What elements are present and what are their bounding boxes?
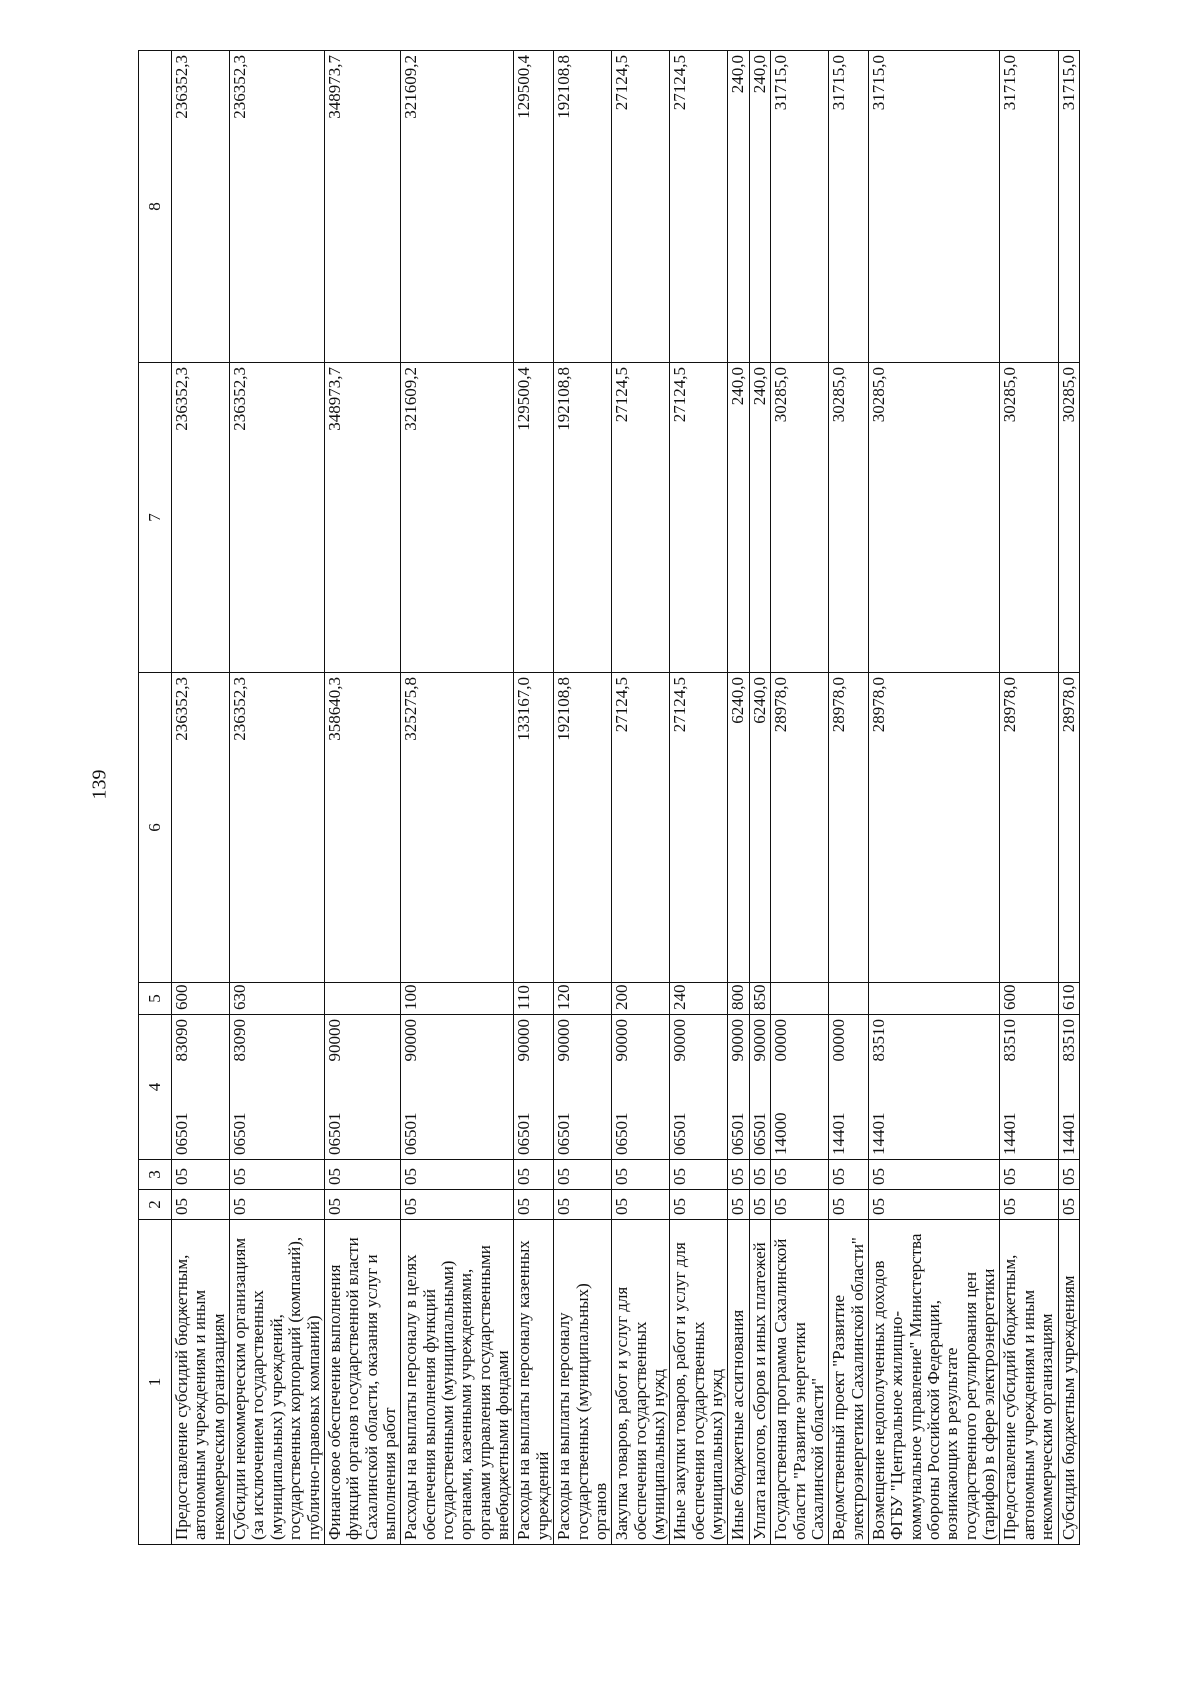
target-article-cell — [728, 1015, 749, 1160]
expense-type-cell — [324, 983, 400, 1015]
amount-col8-cell: 31715,0 — [829, 51, 869, 363]
expense-type-cell: 120 — [554, 983, 612, 1015]
amount-col8-cell: 240,0 — [728, 51, 749, 363]
expense-type-cell: 630 — [230, 983, 325, 1015]
amount-col8-cell: 348973,7 — [324, 51, 400, 363]
column-header: 3 — [139, 1160, 172, 1190]
target-direction-code: 83510 — [868, 1019, 888, 1062]
amount-col7-cell: 27124,5 — [612, 363, 670, 673]
expense-type-cell: 610 — [1058, 983, 1079, 1015]
target-direction-code: 00000 — [829, 1019, 849, 1062]
subsection-code-cell: 05 — [749, 1160, 770, 1190]
section-code-cell: 05 — [514, 1190, 554, 1220]
subsection-code-cell: 05 — [514, 1160, 554, 1190]
table-row — [670, 51, 728, 1545]
target-direction-code: 90000 — [612, 1019, 632, 1062]
target-article-cell — [401, 1015, 514, 1160]
row-name-cell: Финансовое обеспечение выполнения функций органов государственной власти Сахалинской области, оказания услуг и выполнения работ — [324, 1220, 400, 1545]
target-program-code: 14401 — [1058, 1112, 1078, 1155]
target-program-code: 06501 — [670, 1112, 690, 1155]
amount-col8-cell: 31715,0 — [868, 51, 1000, 363]
subsection-code-cell: 05 — [670, 1160, 728, 1190]
target-article-cell — [670, 1015, 728, 1160]
amount-col6-cell: 325275,8 — [401, 673, 514, 983]
row-name-cell: Предоставление субсидий бюджетным, автономным учреждениям и иным некоммерческим организациям — [172, 1220, 230, 1545]
amount-col7-cell: 30285,0 — [829, 363, 869, 673]
amount-col8-cell: 31715,0 — [1000, 51, 1058, 363]
expense-type-cell: 600 — [172, 983, 230, 1015]
row-name-cell: Государственная программа Сахалинской области "Развитие энергетики Сахалинской области" — [771, 1220, 829, 1545]
subsection-code-cell: 05 — [324, 1160, 400, 1190]
target-article-cell — [749, 1015, 770, 1160]
amount-col7-cell: 236352,3 — [230, 363, 325, 673]
amount-col6-cell: 358640,3 — [324, 673, 400, 983]
expense-type-cell — [868, 983, 1000, 1015]
row-name-cell: Расходы на выплаты персоналу казенных учреждений — [514, 1220, 554, 1545]
target-program-code: 14401 — [829, 1112, 849, 1155]
target-direction-code: 90000 — [554, 1019, 574, 1062]
header-row — [139, 51, 172, 1545]
section-code-cell: 05 — [401, 1190, 514, 1220]
section-code-cell: 05 — [670, 1190, 728, 1220]
target-article-cell — [612, 1015, 670, 1160]
expense-type-cell — [771, 983, 829, 1015]
target-direction-code: 00000 — [771, 1019, 791, 1062]
target-direction-code: 83510 — [1000, 1019, 1020, 1062]
amount-col8-cell: 192108,8 — [554, 51, 612, 363]
table-row — [749, 51, 770, 1545]
target-direction-code: 90000 — [401, 1019, 421, 1062]
amount-col6-cell: 6240,0 — [728, 673, 749, 983]
target-article-cell — [554, 1015, 612, 1160]
amount-col6-cell: 133167,0 — [514, 673, 554, 983]
section-code-cell: 05 — [612, 1190, 670, 1220]
column-header: 6 — [139, 673, 172, 983]
target-program-code: 06501 — [172, 1112, 191, 1155]
amount-col6-cell: 27124,5 — [612, 673, 670, 983]
target-article-cell — [829, 1015, 869, 1160]
row-name-cell: Иные закупки товаров, работ и услуг для обеспечения государственных (муниципальных) нужд — [670, 1220, 728, 1545]
column-header: 1 — [139, 1220, 172, 1545]
section-code-cell: 05 — [554, 1190, 612, 1220]
amount-col8-cell: 240,0 — [749, 51, 770, 363]
table-row — [771, 51, 829, 1545]
section-code-cell: 05 — [868, 1190, 1000, 1220]
expense-type-cell: 200 — [612, 983, 670, 1015]
amount-col7-cell: 30285,0 — [868, 363, 1000, 673]
amount-col6-cell: 27124,5 — [670, 673, 728, 983]
target-program-code: 14401 — [1000, 1112, 1020, 1155]
subsection-code-cell: 05 — [771, 1160, 829, 1190]
column-header: 8 — [139, 51, 172, 363]
target-article-cell — [324, 1015, 400, 1160]
target-program-code: 06501 — [612, 1112, 632, 1155]
amount-col8-cell: 31715,0 — [771, 51, 829, 363]
amount-col6-cell: 28978,0 — [771, 673, 829, 983]
amount-col6-cell: 28978,0 — [829, 673, 869, 983]
amount-col8-cell: 27124,5 — [670, 51, 728, 363]
target-article-cell — [514, 1015, 554, 1160]
subsection-code-cell: 05 — [401, 1160, 514, 1190]
target-direction-code: 90000 — [749, 1019, 769, 1062]
table-row — [1058, 51, 1079, 1545]
target-program-code: 14401 — [868, 1112, 888, 1155]
amount-col7-cell: 129500,4 — [514, 363, 554, 673]
column-header: 5 — [139, 983, 172, 1015]
subsection-code-cell: 05 — [728, 1160, 749, 1190]
target-direction-code: 90000 — [670, 1019, 690, 1062]
page-number: 139 — [88, 769, 111, 800]
row-name-cell: Иные бюджетные ассигнования — [728, 1220, 749, 1545]
target-program-code: 14000 — [771, 1112, 791, 1155]
table-row — [728, 51, 749, 1545]
target-direction-code: 83090 — [172, 1019, 191, 1062]
amount-col7-cell: 30285,0 — [1000, 363, 1058, 673]
target-article-cell — [1000, 1015, 1058, 1160]
target-article-cell — [172, 1015, 230, 1160]
section-code-cell: 05 — [230, 1190, 325, 1220]
row-name-cell: Ведомственный проект "Развитие электроэнергетики Сахалинской области" — [829, 1220, 869, 1545]
amount-col8-cell: 129500,4 — [514, 51, 554, 363]
amount-col6-cell: 236352,3 — [172, 673, 230, 983]
amount-col8-cell: 236352,3 — [172, 51, 230, 363]
section-code-cell: 05 — [324, 1190, 400, 1220]
target-article-cell — [868, 1015, 1000, 1160]
amount-col6-cell: 28978,0 — [868, 673, 1000, 983]
amount-col7-cell: 240,0 — [728, 363, 749, 673]
row-name-cell: Закупка товаров, работ и услуг для обеспечения государственных (муниципальных) нужд — [612, 1220, 670, 1545]
table-row — [612, 51, 670, 1545]
target-program-code: 06501 — [728, 1112, 748, 1155]
expense-type-cell: 850 — [749, 983, 770, 1015]
amount-col6-cell: 192108,8 — [554, 673, 612, 983]
row-name-cell: Предоставление субсидий бюджетным, автономным учреждениям и иным некоммерческим организациям — [1000, 1220, 1058, 1545]
section-code-cell: 05 — [749, 1190, 770, 1220]
table-row — [324, 51, 400, 1545]
subsection-code-cell: 05 — [1000, 1160, 1058, 1190]
expense-type-cell: 600 — [1000, 983, 1058, 1015]
subsection-code-cell: 05 — [230, 1160, 325, 1190]
table-row — [829, 51, 869, 1545]
target-program-code: 06501 — [554, 1112, 574, 1155]
subsection-code-cell: 05 — [554, 1160, 612, 1190]
subsection-code-cell: 05 — [829, 1160, 869, 1190]
expense-type-cell: 240 — [670, 983, 728, 1015]
amount-col7-cell: 27124,5 — [670, 363, 728, 673]
table-row — [172, 51, 230, 1545]
column-header: 7 — [139, 363, 172, 673]
row-name-cell: Уплата налогов, сборов и иных платежей — [749, 1220, 770, 1545]
table-row — [230, 51, 325, 1545]
table-row — [1000, 51, 1058, 1545]
target-direction-code: 83510 — [1058, 1019, 1078, 1062]
target-direction-code: 83090 — [230, 1019, 250, 1062]
expense-type-cell — [829, 983, 869, 1015]
target-program-code: 06501 — [401, 1112, 421, 1155]
target-direction-code: 90000 — [728, 1019, 748, 1062]
rotated-table-container — [138, 51, 1078, 1545]
table-row — [401, 51, 514, 1545]
column-header: 2 — [139, 1190, 172, 1220]
amount-col7-cell: 30285,0 — [771, 363, 829, 673]
row-name-cell: Субсидии бюджетным учреждениям — [1058, 1220, 1079, 1545]
table-row — [868, 51, 1000, 1545]
row-name-cell: Расходы на выплаты персоналу в целях обеспечения выполнения функций государственными (муниципальными) органами, казенными учреждениями, органами управления государственными внебюджетными фондами — [401, 1220, 514, 1545]
amount-col6-cell: 28978,0 — [1058, 673, 1079, 983]
section-code-cell: 05 — [1058, 1190, 1079, 1220]
amount-col7-cell: 192108,8 — [554, 363, 612, 673]
target-direction-code: 90000 — [514, 1019, 534, 1062]
table-row — [554, 51, 612, 1545]
target-program-code: 06501 — [514, 1112, 534, 1155]
table-row — [514, 51, 554, 1545]
amount-col7-cell: 348973,7 — [324, 363, 400, 673]
section-code-cell: 05 — [728, 1190, 749, 1220]
target-article-cell — [1058, 1015, 1079, 1160]
amount-col6-cell: 28978,0 — [1000, 673, 1058, 983]
amount-col6-cell: 236352,3 — [230, 673, 325, 983]
section-code-cell: 05 — [829, 1190, 869, 1220]
amount-col8-cell: 321609,2 — [401, 51, 514, 363]
section-code-cell: 05 — [771, 1190, 829, 1220]
amount-col7-cell: 321609,2 — [401, 363, 514, 673]
amount-col8-cell: 31715,0 — [1058, 51, 1079, 363]
amount-col7-cell: 240,0 — [749, 363, 770, 673]
target-program-code: 06501 — [749, 1112, 769, 1155]
target-article-cell — [771, 1015, 829, 1160]
row-name-cell: Расходы на выплаты персоналу государственных (муниципальных) органов — [554, 1220, 612, 1545]
amount-col6-cell: 6240,0 — [749, 673, 770, 983]
budget-table — [138, 50, 1080, 1545]
section-code-cell: 05 — [1000, 1190, 1058, 1220]
expense-type-cell: 100 — [401, 983, 514, 1015]
subsection-code-cell: 05 — [172, 1160, 230, 1190]
amount-col7-cell: 236352,3 — [172, 363, 230, 673]
row-name-cell: Субсидии некоммерческим организациям (за исключением государственных (муниципальных) учреждений, государственных корпораций (компаний), публично-правовых компаний) — [230, 1220, 325, 1545]
amount-col7-cell: 30285,0 — [1058, 363, 1079, 673]
amount-col8-cell: 27124,5 — [612, 51, 670, 363]
expense-type-cell: 110 — [514, 983, 554, 1015]
target-program-code: 06501 — [324, 1112, 344, 1155]
row-name-cell: Возмещение недополученных доходов ФГБУ "Центральное жилищно-коммунальное управление" Министерства обороны Российской Федерации, возникающих в результате государственного регулирования цен (тарифов) в сфере электроэнергетики — [868, 1220, 1000, 1545]
subsection-code-cell: 05 — [1058, 1160, 1079, 1190]
target-program-code: 06501 — [230, 1112, 250, 1155]
expense-type-cell: 800 — [728, 983, 749, 1015]
subsection-code-cell: 05 — [868, 1160, 1000, 1190]
subsection-code-cell: 05 — [612, 1160, 670, 1190]
target-article-cell — [230, 1015, 325, 1160]
column-header: 4 — [139, 1015, 172, 1160]
target-direction-code: 90000 — [324, 1019, 344, 1062]
section-code-cell: 05 — [172, 1190, 230, 1220]
amount-col8-cell: 236352,3 — [230, 51, 325, 363]
